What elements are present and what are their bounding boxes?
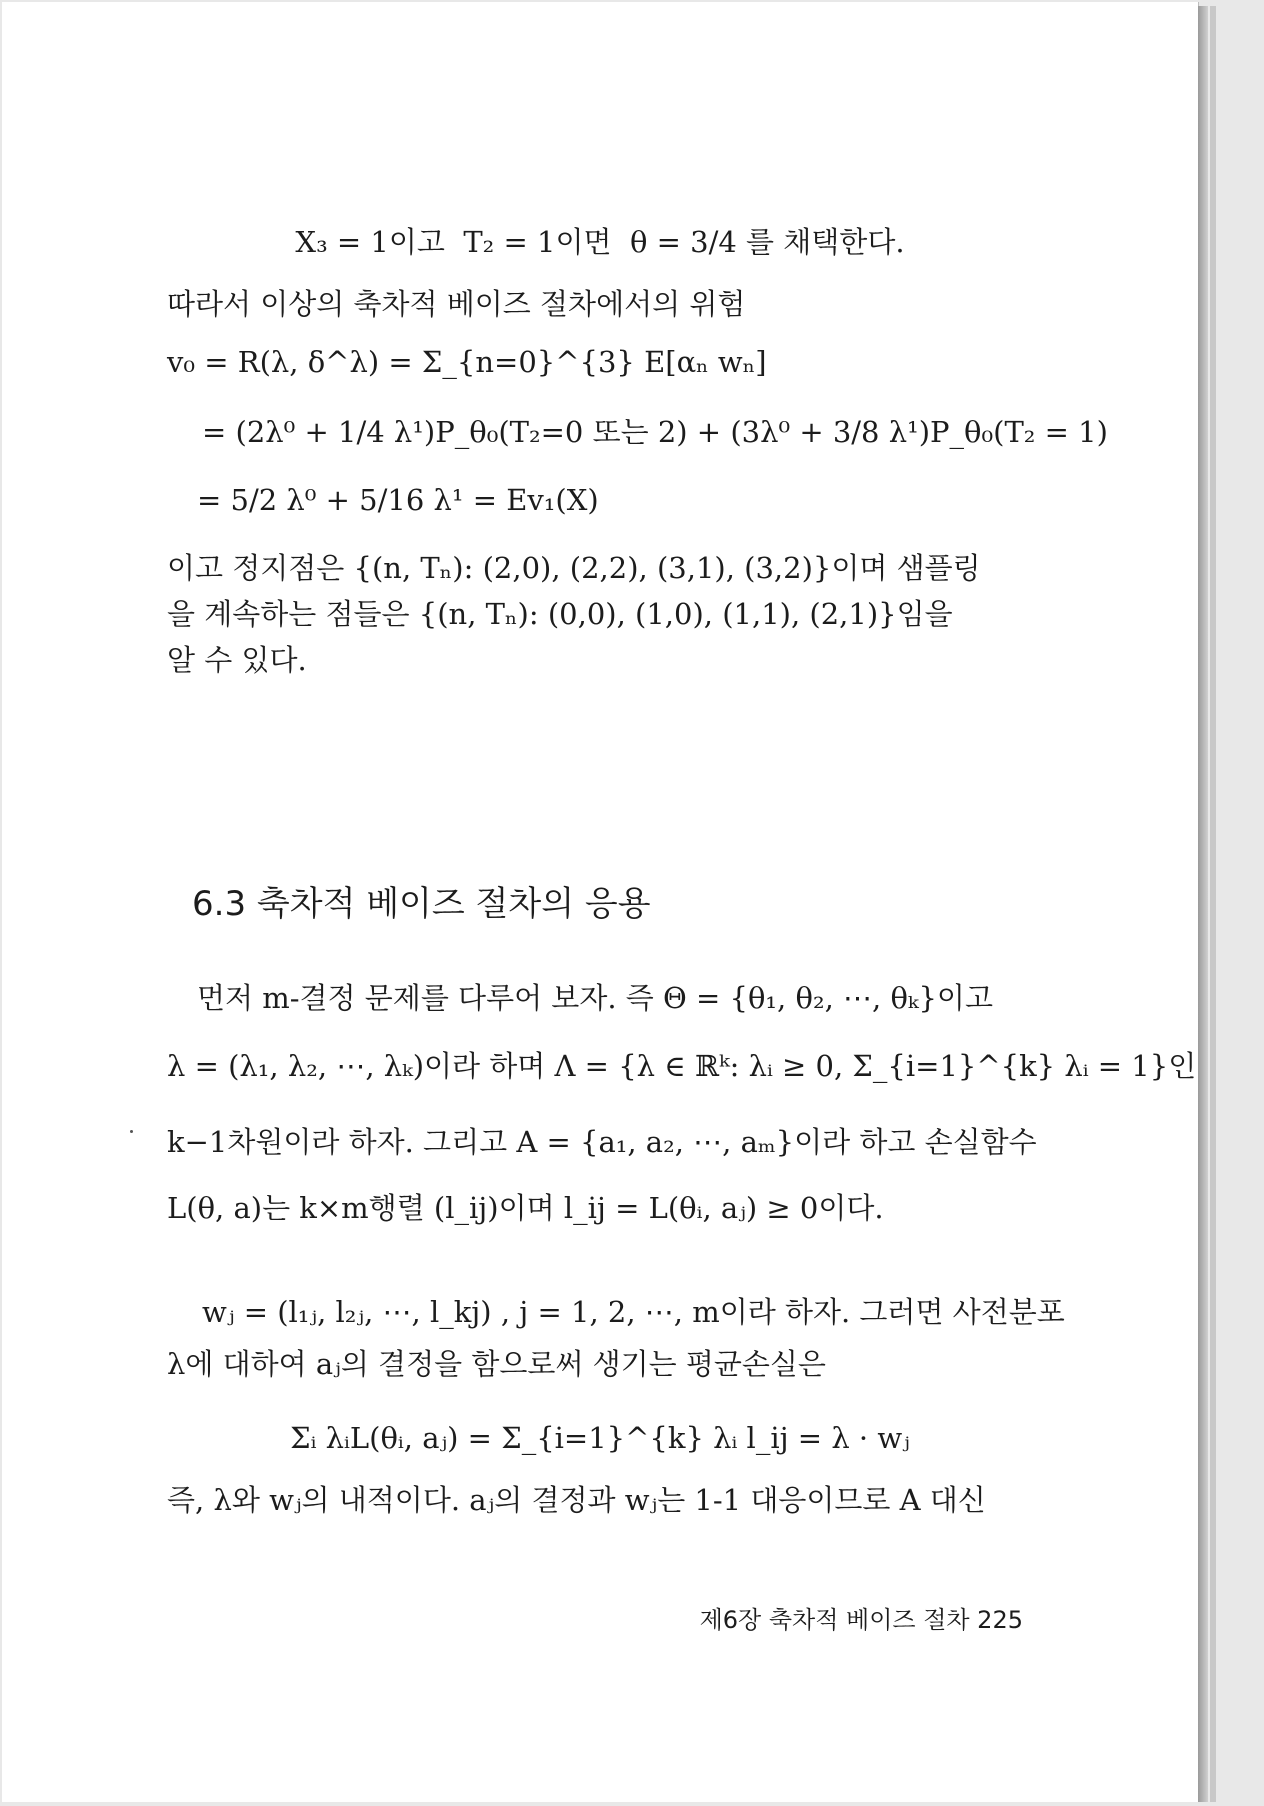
page-edge <box>1210 6 1216 1802</box>
text-line: 이고 정지점은 {(n, Tₙ): (2,0), (2,2), (3,1), (3,2)}이며 샘플링 <box>167 551 981 585</box>
text-line: 따라서 이상의 축차적 베이즈 절차에서의 위험 <box>167 287 746 321</box>
text-line: 즉, λ와 wⱼ의 내적이다. aⱼ의 결정과 wⱼ는 1-1 대응이므로 A 대신 <box>167 1483 986 1517</box>
text-line: 을 계속하는 점들은 {(n, Tₙ): (0,0), (1,0), (1,1), (2,1)}임을 <box>167 597 953 631</box>
text-line: k−1차원이라 하자. 그리고 A = {a₁, a₂, ⋯, aₘ}이라 하고 손실함수 <box>167 1125 1037 1159</box>
section-heading: 6.3 축차적 베이즈 절차의 응용 <box>192 884 651 924</box>
page-footer: 제6장 축차적 베이즈 절차 225 <box>699 1606 1023 1634</box>
text-line: λ에 대하여 aⱼ의 결정을 함으로써 생기는 평균손실은 <box>167 1347 826 1381</box>
equation-line: Σᵢ λᵢL(θᵢ, aⱼ) = Σ_{i=1}^{k} λᵢ l_ij = λ · wⱼ <box>290 1421 910 1455</box>
text-line: 알 수 있다. <box>167 643 307 677</box>
ink-speck <box>130 1130 133 1133</box>
book-page <box>2 2 1199 1802</box>
text-line: λ = (λ₁, λ₂, ⋯, λₖ)이라 하며 Λ = {λ ∈ ℝᵏ: λᵢ ≥ 0, Σ_{i=1}^{k} λᵢ = 1}인 <box>167 1049 1197 1083</box>
text-line: wⱼ = (l₁ⱼ, l₂ⱼ, ⋯, l_kj) , j = 1, 2, ⋯, m이라 하자. 그러면 사전분포 <box>202 1295 1065 1329</box>
text-line: L(θ, a)는 k×m행렬 (l_ij)이며 l_ij = L(θᵢ, aⱼ) ≥ 0이다. <box>167 1191 884 1225</box>
page-edge <box>1198 6 1208 1802</box>
equation-line: = (2λ⁰ + 1/4 λ¹)P_θ₀(T₂=0 또는 2) + (3λ⁰ + 3/8 λ¹)P_θ₀(T₂ = 1) <box>202 415 1108 449</box>
text-line: 먼저 m-결정 문제를 다루어 보자. 즉 Θ = {θ₁, θ₂, ⋯, θₖ}이고 <box>197 981 993 1015</box>
text-line: X₃ = 1이고 T₂ = 1이면 θ = 3/4 를 채택한다. <box>295 225 905 259</box>
equation-line: v₀ = R(λ, δ^λ) = Σ_{n=0}^{3} E[αₙ wₙ] <box>167 345 767 379</box>
equation-line: = 5/2 λ⁰ + 5/16 λ¹ = Ev₁(X) <box>197 483 599 517</box>
